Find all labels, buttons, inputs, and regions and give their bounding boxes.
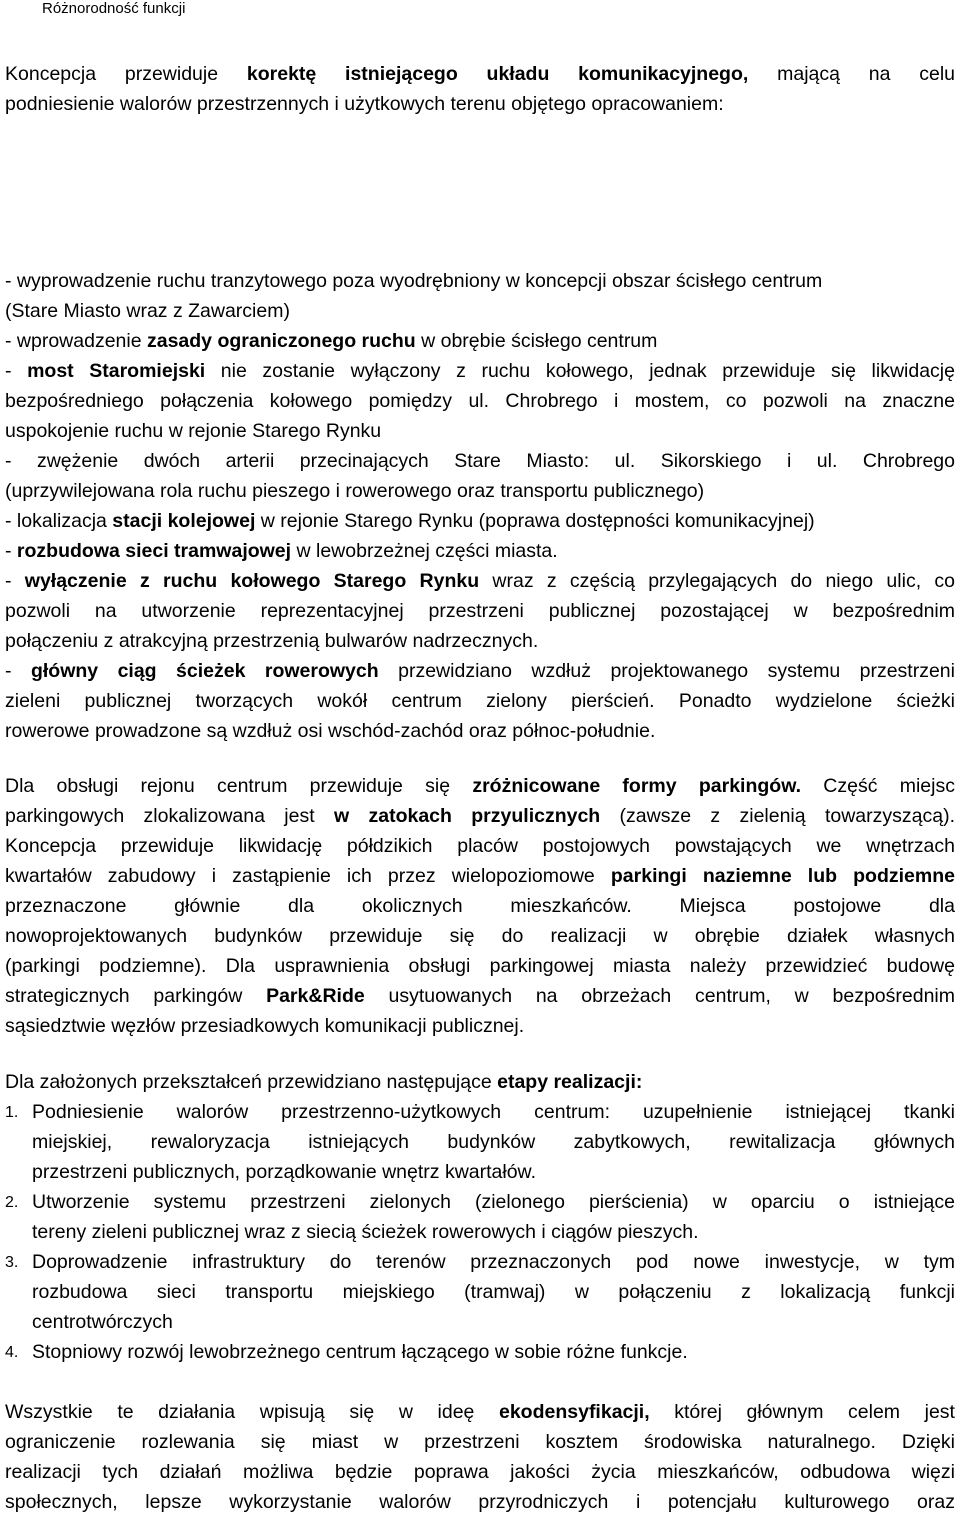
stage-item: 4. Stopniowy rozwój lewobrzeżnego centrum łączącego w sobie różne funkcje.	[5, 1337, 955, 1367]
parking-paragraph	[5, 771, 955, 1041]
closing-line-1: Wszystkie te działania wpisują się w ideę ekodensyfikacji, której głównym celem jest	[5, 1401, 955, 1423]
parking-line-7: (parkingi podziemne). Dla usprawnienia obsługi parkingowej miasta należy przewidzieć budowę	[5, 955, 955, 977]
parking-line-5: przeznaczone głównie dla okolicznych mieszkańców. Miejsca postojowe dla	[5, 895, 955, 917]
measure-2: - wprowadzenie zasady ograniczonego ruchu w obrębie ścisłego centrum	[5, 330, 658, 352]
measure-4-line-2: (uprzywilejowana rola ruchu pieszego i rowerowego oraz transportu publicznego)	[5, 480, 705, 502]
closing-paragraph	[5, 1397, 955, 1517]
closing-line-2: ograniczenie rozlewania się miast w przestrzeni kosztem środowiska naturalnego. Dzięki	[5, 1431, 955, 1453]
measures-list	[5, 266, 955, 746]
measure-1-line-2: (Stare Miasto wraz z Zawarciem)	[5, 300, 290, 322]
measure-7-line-1: - wyłączenie z ruchu kołowego Starego Rynku wraz z częścią przylegających do niego ulic, co	[5, 570, 955, 592]
parking-line-3: Koncepcja przewiduje likwidację półdzikich placów postojowych powstających we wnętrzach	[5, 835, 955, 857]
stages-intro: Dla założonych przekształceń przewidziano następujące etapy realizacji:	[5, 1071, 643, 1093]
page-header: Różnorodność funkcji	[42, 0, 186, 17]
measure-7-line-3: połączeniu z atrakcyjną przestrzenią bulwarów nadrzecznych.	[5, 630, 539, 652]
measure-6: - rozbudowa sieci tramwajowej w lewobrzeżnej części miasta.	[5, 540, 558, 562]
measure-8-line-1: - główny ciąg ścieżek rowerowych przewidziano wzdłuż projektowanego systemu przestrzeni	[5, 660, 955, 682]
measure-1-line-1: - wyprowadzenie ruchu tranzytowego poza wyodrębniony w koncepcji obszar ścisłego centrum	[5, 270, 823, 292]
measure-7-line-2: pozwoli na utworzenie reprezentacyjnej przestrzeni publicznej pozostającej w bezpośrednim	[5, 600, 955, 622]
measure-5: - lokalizacja stacji kolejowej w rejonie Starego Rynku (poprawa dostępności komunikacyjnej)	[5, 510, 815, 532]
parking-line-8: strategicznych parkingów Park&Ride usytuowanych na obrzeżach centrum, w bezpośrednim	[5, 985, 955, 1007]
stage-item: 2. Utworzenie systemu przestrzeni zielonych (zielonego pierścienia) w oparciu o istniejące tereny zieleni publicznej wraz z siecią ścieżek rowerowych i ciągów pieszych.	[5, 1187, 955, 1247]
intro-line-1: Koncepcja przewiduje korektę istniejącego układu komunikacyjnego, mającą na celu	[5, 63, 956, 85]
stages-list	[5, 1097, 955, 1367]
measure-3-line-3: uspokojenie ruchu w rejonie Starego Rynku	[5, 420, 382, 442]
parking-line-2: parkingowych zlokalizowana jest w zatokach przyulicznych (zawsze z zielenią towarzyszącą).	[5, 805, 955, 827]
parking-line-1: Dla obsługi rejonu centrum przewiduje się zróżnicowane formy parkingów. Część miejsc	[5, 775, 955, 797]
stage-number: 4.	[5, 1344, 19, 1361]
stage-number: 3.	[5, 1254, 19, 1271]
parking-line-4: kwartałów zabudowy i zastąpienie ich przez wielopoziomowe parkingi naziemne lub podziemne	[5, 865, 955, 887]
intro-paragraph	[5, 59, 955, 119]
intro-line-2: podniesienie walorów przestrzennych i użytkowych terenu objętego opracowaniem:	[5, 93, 724, 115]
parking-line-9: sąsiedztwie węzłów przesiadkowych komunikacji publicznej.	[5, 1015, 525, 1037]
measure-3-line-2: bezpośredniego połączenia kołowego pomiędzy ul. Chrobrego i mostem, co pozwoli na znaczne	[5, 390, 955, 412]
measure-4-line-1: - zwężenie dwóch arterii przecinających Stare Miasto: ul. Sikorskiego i ul. Chrobrego	[5, 450, 955, 472]
closing-line-3: realizacji tych działań możliwa będzie poprawa jakości życia mieszkańców, odbudowa więzi	[5, 1461, 955, 1483]
closing-line-4: społecznych, lepsze wykorzystanie walorów przyrodniczych i potencjału kulturowego oraz	[5, 1491, 955, 1513]
measure-8-line-2: zieleni publicznej tworzących wokół centrum zielony pierścień. Ponadto wydzielone ścieżki	[5, 690, 955, 712]
measure-3-line-1: - most Staromiejski nie zostanie wyłączony z ruchu kołowego, jednak przewiduje się likwidację	[5, 360, 955, 382]
stage-item: 3. Doprowadzenie infrastruktury do terenów przeznaczonych pod nowe inwestycje, w tym rozbudowa sieci transportu miejskiego (tramwaj) w połączeniu z lokalizacją funkcji centrotwórczych	[5, 1247, 955, 1337]
stage-number: 2.	[5, 1194, 19, 1211]
parking-line-6: nowoprojektowanych budynków przewiduje się do realizacji w obrębie działek własnych	[5, 925, 955, 947]
stage-number: 1.	[5, 1104, 19, 1121]
measure-8-line-3: rowerowe prowadzone są wzdłuż osi wschód-zachód oraz północ-południe.	[5, 720, 656, 742]
stage-item: 1. Podniesienie walorów przestrzenno-użytkowych centrum: uzupełnienie istniejącej tkanki miejskiej, rewaloryzacja istniejących budynków zabytkowych, rewitalizacja głównych przestrzeni publicznych, porządkowanie wnętrz kwartałów.	[5, 1097, 955, 1187]
